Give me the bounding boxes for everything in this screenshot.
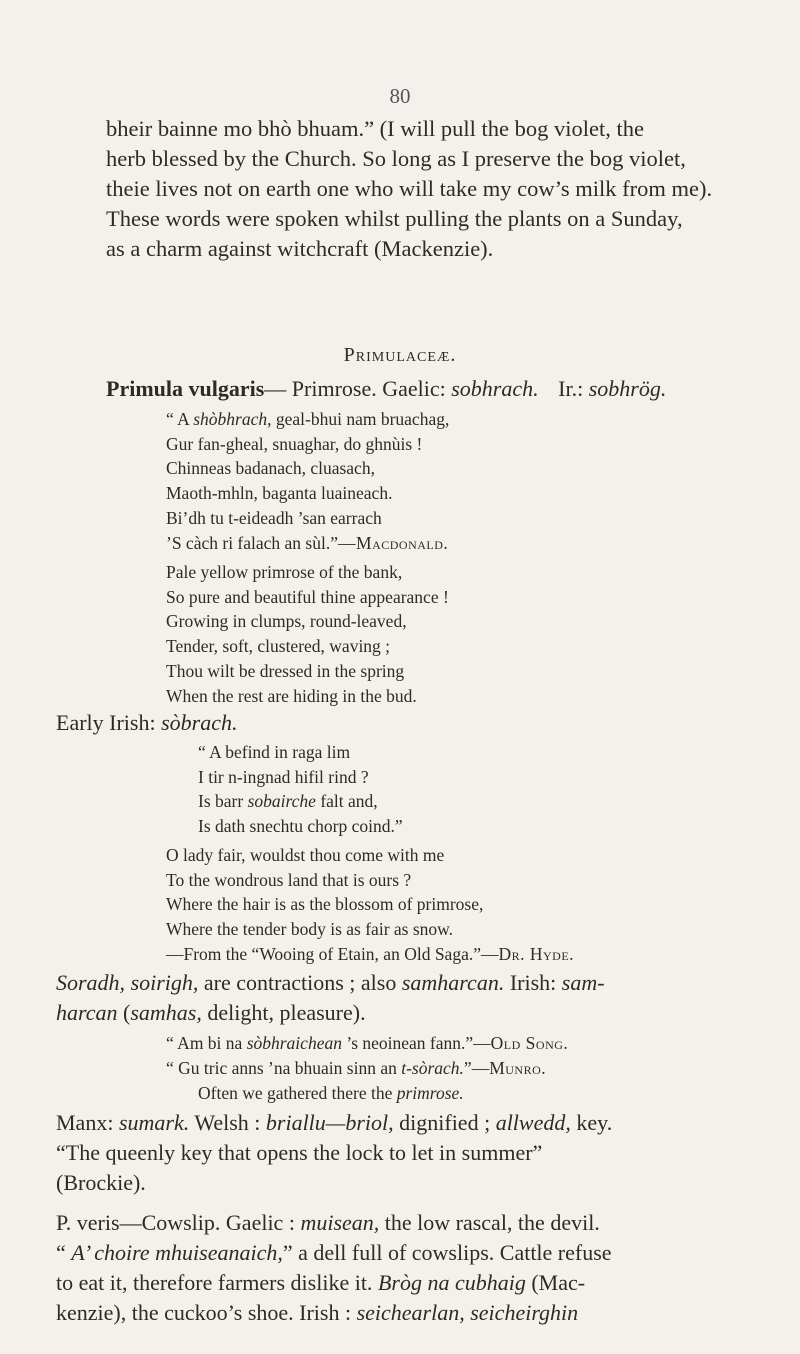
plain-text: Manx:	[56, 1110, 119, 1135]
plain-text: to eat it, therefore farmers dislike it.	[56, 1270, 373, 1295]
italic-word: seichearlan,	[356, 1300, 465, 1325]
soradh-line-2	[56, 998, 776, 1028]
primula-entry	[106, 374, 776, 404]
intro-line-1: bheir bainne mo bhò bhuam.” (I will pull the bog violet, the	[106, 116, 645, 141]
manx-line-3: (Brockie).	[56, 1170, 146, 1195]
quote-source: Old Song.	[490, 1033, 569, 1053]
verse-line: Is dath snechtu chorp coind.”	[198, 816, 403, 837]
italic-word: sumark.	[118, 1110, 190, 1135]
translation-text: —From the “Wooing of Etain, an Old Saga.”—	[166, 943, 499, 964]
quote-text: “ Gu tric anns ’na bhuain sinn an	[166, 1058, 402, 1078]
gaelic-translation	[166, 560, 766, 708]
verse-line: “ A befind in raga lim	[198, 742, 351, 762]
verse-italic: shòbhrach,	[193, 409, 272, 429]
veris-line-1	[56, 1208, 776, 1238]
italic-word: samhas,	[130, 1000, 202, 1025]
soradh-line-1	[56, 968, 776, 998]
species-name: P. veris	[56, 1210, 120, 1235]
quote-italic: primrose.	[396, 1083, 464, 1103]
translation-line: Tender, soft, clustered, waving ;	[166, 636, 391, 657]
soradh-paragraph	[56, 968, 776, 1028]
translation-line: Thou wilt be dressed in the spring	[166, 660, 405, 681]
plain-text: are contractions ; also	[198, 970, 402, 995]
verse-text: “ A	[166, 409, 194, 429]
plain-text: the low rascal, the devil.	[379, 1210, 600, 1235]
early-irish-entry	[56, 708, 736, 738]
verse-line: Maoth-mhln, baganta luaineach.	[166, 483, 393, 504]
veris-line-3	[56, 1268, 776, 1298]
translation-line: Pale yellow primrose of the bank,	[166, 562, 403, 582]
verse-text: falt and,	[315, 791, 378, 812]
italic-word: muisean,	[300, 1210, 380, 1235]
species-rest: — Primrose. Gaelic:	[264, 376, 446, 401]
irish-verse	[198, 740, 778, 839]
irish-word: sobhrög.	[588, 376, 667, 401]
quote-text: “ Am bi na	[166, 1033, 247, 1053]
translation-line: O lady fair, wouldst thou come with me	[166, 845, 445, 865]
quote-text: Often we gathered there the	[198, 1083, 397, 1103]
verse-text: ’S càch ri falach an sùl.”	[166, 532, 339, 553]
quote-text: ”—	[463, 1058, 490, 1078]
verse-line: Bi’dh tu t-eideadh ’san earrach	[166, 507, 382, 528]
plain-text: —Cowslip. Gaelic :	[119, 1210, 301, 1235]
quote-italic: sòbhraichean	[246, 1033, 342, 1053]
italic-word: soirigh,	[130, 970, 199, 995]
plain-text: delight, pleasure).	[201, 1000, 366, 1025]
verse-text: Is barr	[198, 791, 248, 812]
irish-label: Ir.:	[558, 376, 584, 401]
translation-line	[166, 942, 766, 967]
plain-text: “	[56, 1240, 72, 1265]
quote-line	[166, 1056, 776, 1081]
verse-line: Gur fan-gheal, snuaghar, do ghnùis !	[166, 433, 423, 454]
italic-word: sam-	[561, 970, 605, 995]
verse-line	[166, 407, 766, 432]
italic-word: Bròg na cubhaig	[377, 1270, 526, 1295]
intro-line-3: theie lives not on earth one who will take my cow’s milk from me).	[106, 176, 713, 201]
verse-source: —Macdonald.	[338, 532, 449, 553]
intro-line-2: herb blessed by the Church. So long as I preserve the bog violet,	[106, 146, 686, 171]
plain-text: kenzie), the cuckoo’s shoe. Irish :	[56, 1300, 357, 1325]
translation-line: Growing in clumps, round-leaved,	[166, 611, 407, 632]
veris-paragraph	[56, 1208, 776, 1328]
translation-line: Where the tender body is as fair as snow.	[166, 919, 454, 940]
manx-line-1	[56, 1108, 776, 1138]
italic-word: seicheirghin	[470, 1300, 579, 1325]
irish-translation	[166, 843, 766, 967]
species-name: Primula vulgaris	[106, 376, 265, 401]
verse-line	[166, 531, 766, 556]
italic-word: samharcan.	[401, 970, 505, 995]
plain-text: (	[117, 1000, 131, 1025]
plain-text: dignified ;	[393, 1110, 496, 1135]
quote-line	[166, 1031, 776, 1056]
quotes-block	[166, 1031, 776, 1106]
translation-line: To the wondrous land that is ours ?	[166, 869, 412, 890]
gaelic-word: sobhrach.	[451, 376, 539, 401]
verse-line	[198, 789, 778, 814]
italic-word: harcan	[56, 1000, 118, 1025]
verse-text: geal-bhui nam bruachag,	[271, 409, 450, 429]
translation-source: Dr. Hyde.	[498, 943, 575, 964]
italic-word: Soradh,	[56, 970, 126, 995]
italic-word: A’ choire mhuiseanaich,	[71, 1240, 283, 1265]
manx-line-2: “The queenly key that opens the lock to let in summer”	[56, 1140, 543, 1165]
italic-word: allwedd,	[495, 1110, 571, 1135]
intro-line-4: These words were spoken whilst pulling the plants on a Sunday,	[106, 206, 683, 231]
translation-line: So pure and beautiful thine appearance !	[166, 586, 449, 607]
plain-text: key.	[570, 1110, 613, 1135]
verse-italic: sobairche	[247, 791, 316, 812]
early-irish-label: Early Irish:	[56, 710, 156, 735]
translation-line: Where the hair is as the blossom of primrose,	[166, 894, 484, 915]
quote-line	[166, 1081, 776, 1106]
verse-line: I tir n-ingnad hifil rind ?	[198, 766, 369, 787]
quote-italic: t-sòrach.	[401, 1058, 464, 1078]
gaelic-verse	[166, 407, 766, 555]
intro-line-5: as a charm against witchcraft (Mackenzie).	[106, 236, 494, 261]
veris-line-4	[56, 1298, 776, 1328]
plain-text: Welsh :	[189, 1110, 266, 1135]
quote-source: Munro.	[489, 1058, 547, 1078]
veris-line-2	[56, 1238, 776, 1268]
intro-paragraph	[106, 114, 774, 264]
page-number: 80	[389, 84, 411, 108]
section-heading: Primulaceæ.	[343, 344, 457, 366]
plain-text: Irish:	[504, 970, 562, 995]
early-irish-word: sòbrach.	[161, 710, 238, 735]
plain-text: ” a dell full of cowslips. Cattle refuse	[282, 1240, 612, 1265]
manx-paragraph	[56, 1108, 776, 1198]
plain-text: (Mac-	[525, 1270, 586, 1295]
quote-text: ’s neoinean fann.”—	[341, 1033, 491, 1053]
translation-line: When the rest are hiding in the bud.	[166, 685, 417, 706]
italic-word: briallu—briol,	[265, 1110, 394, 1135]
verse-line: Chinneas badanach, cluasach,	[166, 458, 375, 479]
